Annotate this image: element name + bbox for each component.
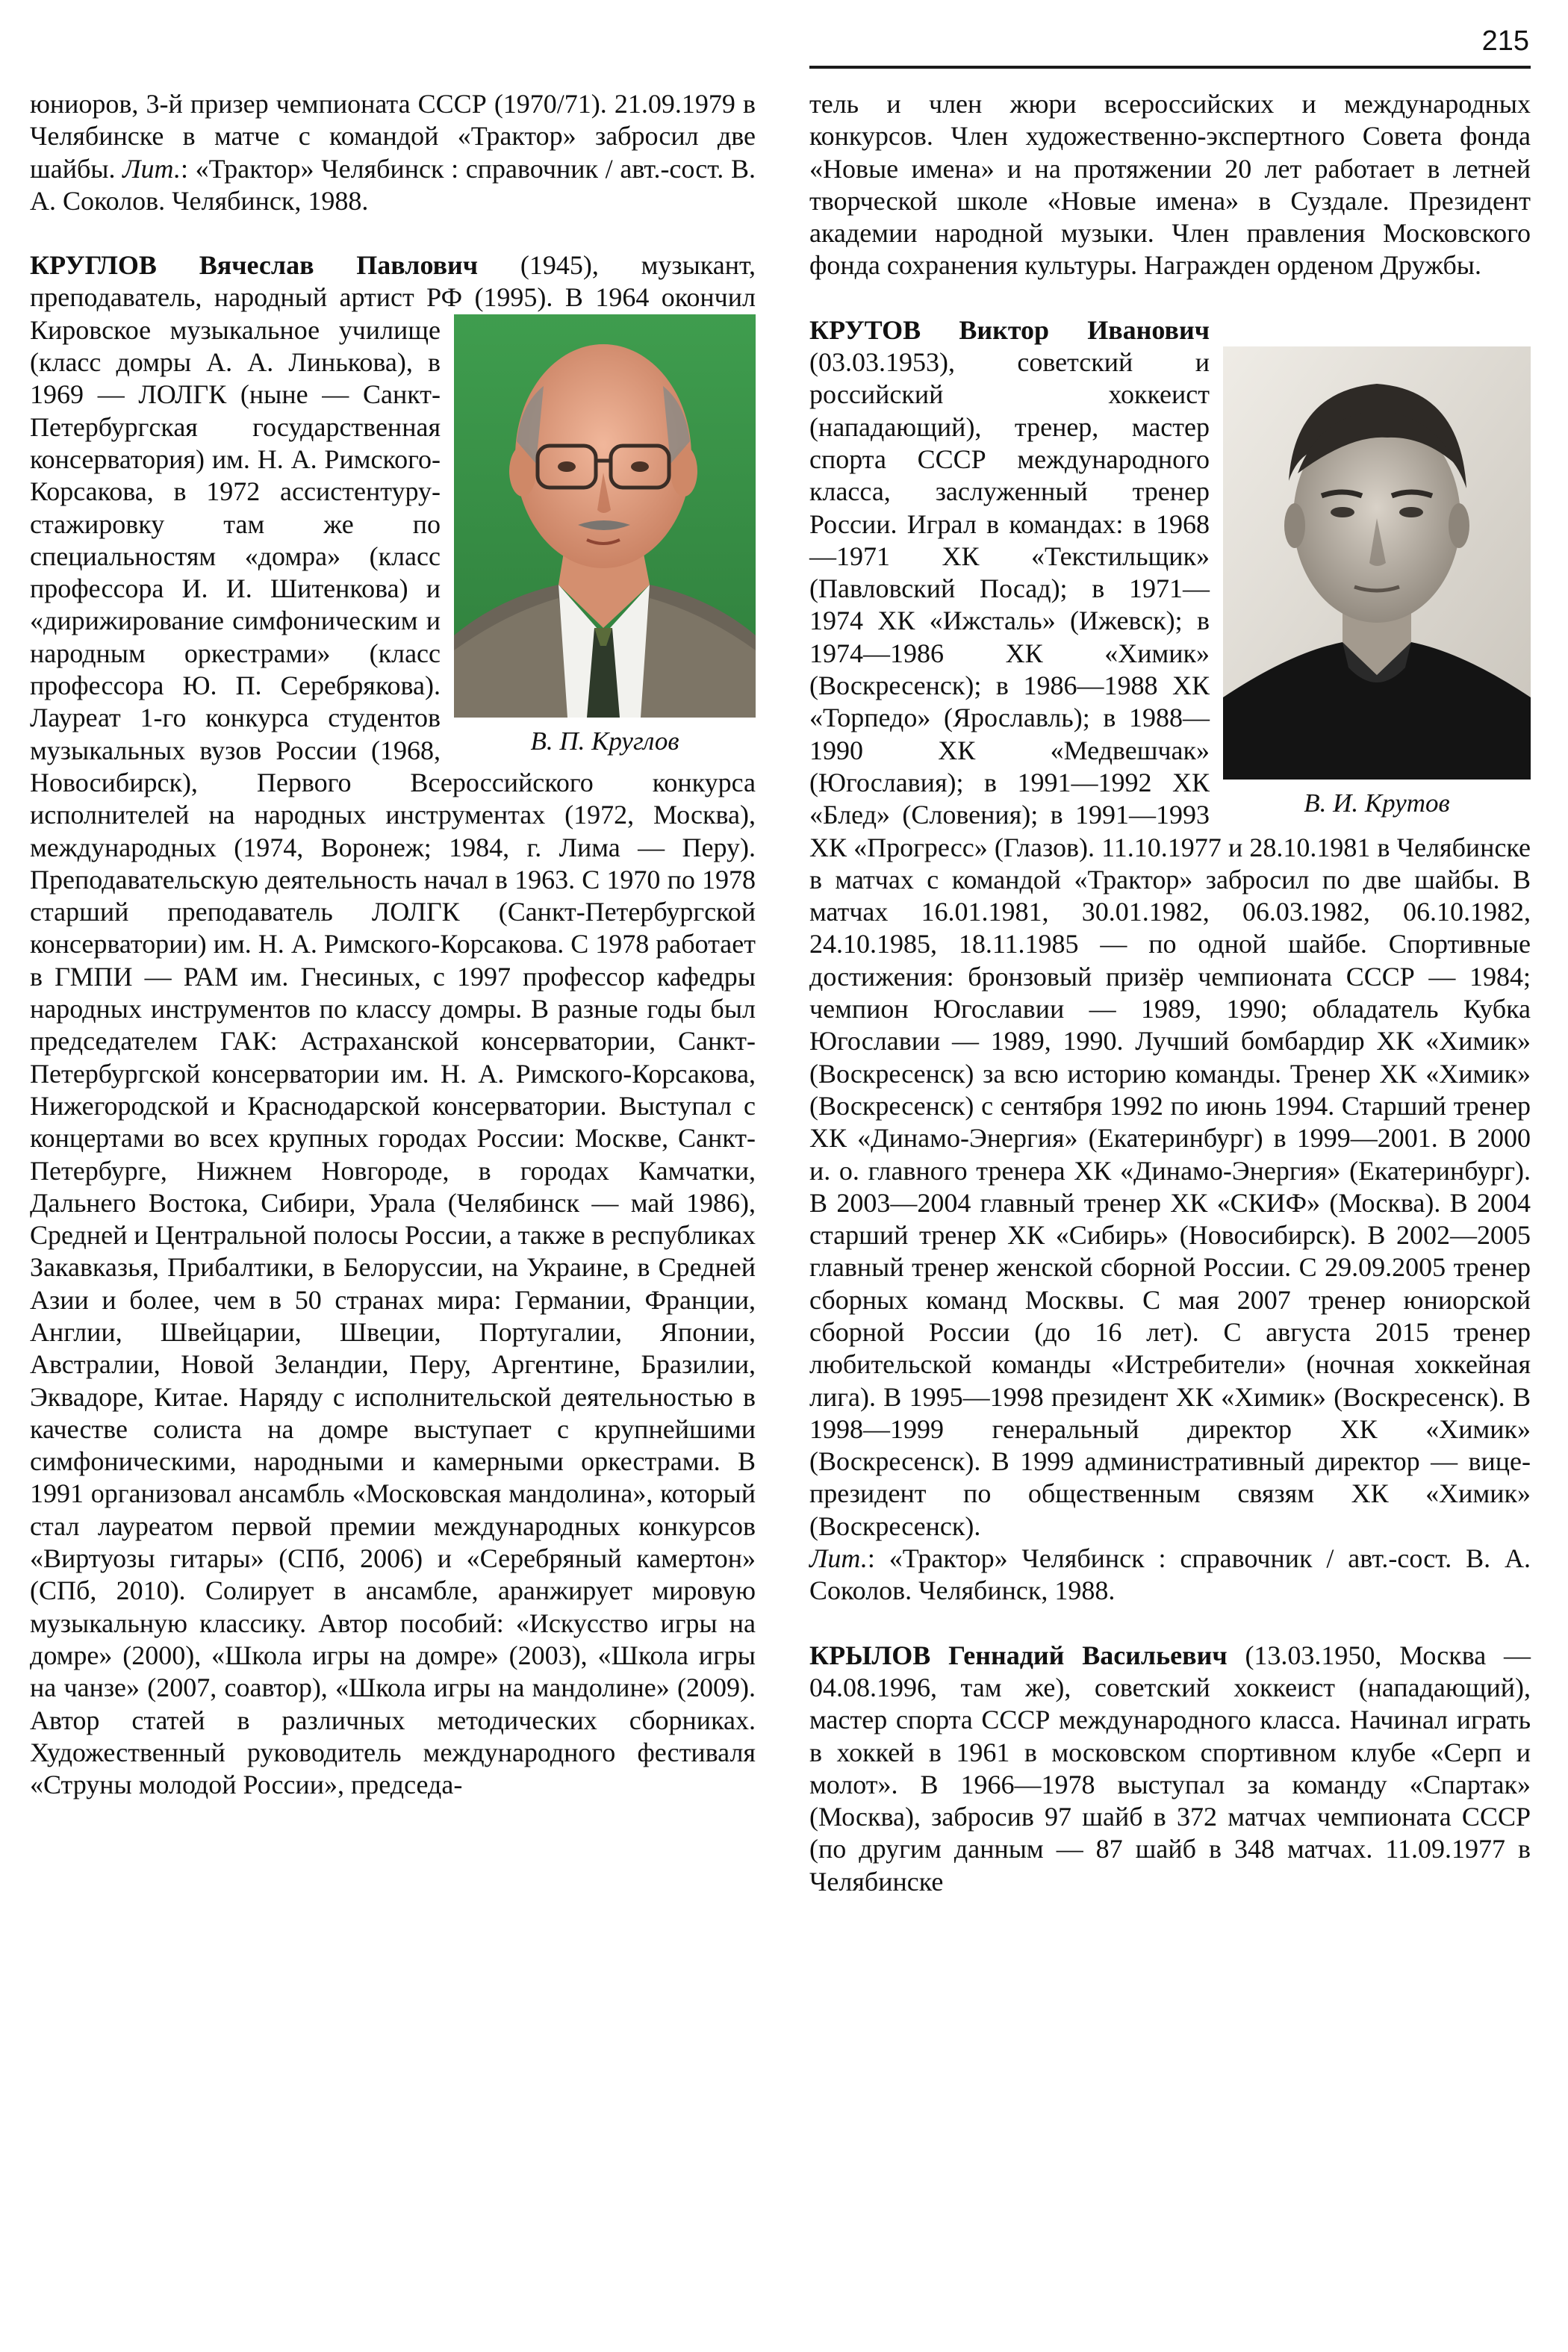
entry-headword: КРУГЛОВ Вячеслав Павлович xyxy=(30,250,479,281)
portrait-image xyxy=(1223,346,1531,780)
lit-label: Лит. xyxy=(122,153,181,184)
portrait-krutov xyxy=(1223,346,1531,780)
portrait-figure xyxy=(454,314,756,757)
entry-krylov: КРЫЛОВ Геннадий Васильевич (13.03.1950, Москва — 04.08.1996, там же), советский хоккеист (нападающий), мастер спорта СССР международного класса. Начинал играть в хоккей в 1961 в московском спортивном клубе «Серп и молот». В 1966—1978 выступал за команду «Спартак» (Москва), забросив 97 шайб в 372 матчах чемпионата СССР (по другим данным — 87 шайб в 348 матчах. 11.09.1977 в Челябинске xyxy=(809,1640,1531,1897)
entry-krutov: КРУТОВ Виктор Иванович В. И. Крутов (03.03.1953), советский и российский хоккеист (нападающий), тренер, мастер спорта СССР международного класса, заслуженный тренер России. Играл в командах: в 1968—1971 ХК «Текстильщик» (Павловский Посад); в 1971—1974 ХК «Ижсталь» (Ижевск); в 1974—1986 ХК «Химик» (Воскресенск); в 1986—1988 ХК «Торпедо» (Ярославль); в 1988—1990 ХК «Медвешчак» (Югославия); в 1991—1992 ХК «Блед» (Словения); в 1991—1993 ХК «Прогресс» (Глазов). 11.10.1977 и 28.10.1981 в Челябинске в матчах с командой «Трактор» забросил по две шайбы. В матчах 16.01.1981, 30.01.1982, 06.03.1982, 06.10.1982, 24.10.1985, 18.11.1985 — по одной шайбе. Спортивные достижения: бронзовый призёр чемпионата СССР — 1984; чемпион Югославии — 1989, 1990; обладатель Кубка Югославии — 1989, 1990. Лучший бомбардир ХК «Химик» (Воскресенск) за всю историю команды. Тренер ХК «Химик» (Воскресенск) с сентября 1992 по июнь 1994. Старший тренер ХК «Динамо-Энергия» (Екатеринбург) в 1999—2001. В 2000 и. о. главного тренера ХК «Динамо-Энергия» (Екатеринбург). В 2003—2004 главный тренер ХК «СКИФ» (Москва). В 2004 старший тренер ХК «Сибирь» (Новосибирск). В 2002—2005 главный тренер женской сборной России. С 29.09.2005 тренер сборных команд Москвы. С мая 2007 тренер юниорской сборной России (до 16 лет). С августа 2015 тренер любительской команды «Истребители» (ночная хоккейная лига). В 1995—1998 президент ХК «Химик» (Воскресенск). В 1998—1999 генеральный директор ХК «Химик» (Воскресенск). В 1999 административный директор — вице-президент по общественным связям ХК «Химик» (Воскресенск). Лит.: «Трактор» Челябинск : справочник / авт.-сост. В. А. Соколов. Челябинск, 1988. xyxy=(809,314,1531,1606)
photo-caption-kruglov: В. П. Круглов xyxy=(530,726,679,756)
right-column xyxy=(809,88,1531,1898)
entry-kruglov: КРУГЛОВ Вячеслав Павлович (1945), музыкант, преподаватель, народный артист РФ (1995). В. П. Круглов В 1964 окончил Кировское музыкальное училище (класс домры А. А. Линькова), в 1969 — ЛОЛГК (ныне — Санкт-Петербургская государственная консерватория) им. Н. А. Римского-Корсакова, в 1972 ассистентуру-стажировку там же по специальностям «домра» (класс профессора И. И. Шитенкова) и «дирижирование симфоническим и народным оркестрами» (класс профессора Ю. П. Серебрякова). Лауреат 1-го конкурса студентов музыкальных вузов России (1968, Новосибирск), Первого Всероссийского конкурса исполнителей на народных инструментах (1972, Москва), международных (1974, Воронеж; 1984, г. Лима — Перу). Преподавательскую деятельность начал в 1963. С 1970 по 1978 старший преподаватель ЛОЛГК (Санкт-Петербургской консерватории) им. Н. А. Римского-Корсакова. С 1978 работает в ГМПИ — РАМ им. Гнесиных, с 1997 профессор кафедры народных инструментов по классу домры. В разные годы был председателем ГАК: Астраханской консерватории, Санкт-Петербургской консерватории им. Н. А. Римского-Корсакова, Нижегородской и Краснодарской консерватории. Выступал с концертами во всех крупных городах России: Москве, Санкт-Петербурге, Нижнем Новгороде, в городах Камчатки, Дальнего Востока, Сибири, Урала (Челябинск — май 1986), Средней и Центральной полосы России, а также в республиках Закавказья, Прибалтики, в Белоруссии, на Украине, в Средней Азии и более, чем в 50 странах мира: Германии, Франции, Англии, Швейцарии, Швеции, Португалии, Японии, Австралии, Новой Зеландии, Перу, Аргентине, Бразилии, Эквадоре, Китае. Наряду с исполнительской деятельностью в качестве солиста на домре выступает с крупнейшими симфоническими, народными и камерными оркестрами. В 1991 организовал ансамбль «Московская мандолина», который стал лауреатом первой премии международных конкурсов «Виртуозы гитары» (СПб, 2006) и «Серебряный камертон» (СПб, 2010). Солирует в ансамбле, аранжирует мировую музыкальную классику. Автор пособий: «Искусство игры на домре» (2000), «Школа игры на домре» (2003), «Школа игры на чанзе» (2007, соавтор), «Школа игры на мандолине» (2009). Автор статей в различных методических сборниках. Художественный руководитель международного фестиваля «Струны молодой России», председа- xyxy=(30,250,756,1800)
portrait-kruglov xyxy=(454,314,756,718)
continuation-paragraph-right: тель и член жюри всероссийских и международных конкурсов. Член художественно-экспертного Совета фонда «Новые имена» и на протяжении 20 лет работает в летней творческой школе «Новые имена» в Суздале. Президент академии народной музыки. Член правления Московского фонда сохранения культуры. Награжден орденом Дружбы. xyxy=(809,89,1531,281)
photo-caption-krutov: В. И. Крутов xyxy=(1304,788,1450,818)
entry-headword: КРЫЛОВ Геннадий Васильевич xyxy=(809,1640,1228,1670)
portrait-figure xyxy=(1223,346,1531,819)
portrait-image xyxy=(454,314,756,718)
lit-label: Лит. xyxy=(809,1543,868,1574)
continuation-paragraph: юниоров, 3-й призер чемпионата СССР (1970/71). 21.09.1979 в Челябинске в матче с командой «Трактор» забросил две шайбы. Лит.: «Трактор» Челябинск : справочник / авт.-сост. В. А. Соколов. Челябинск, 1988. xyxy=(30,89,756,216)
page-number: 215 xyxy=(1481,25,1529,57)
entry-headword: КРУТОВ Виктор Иванович xyxy=(809,314,1210,345)
left-column xyxy=(30,88,756,1801)
header-rule xyxy=(809,66,1531,69)
